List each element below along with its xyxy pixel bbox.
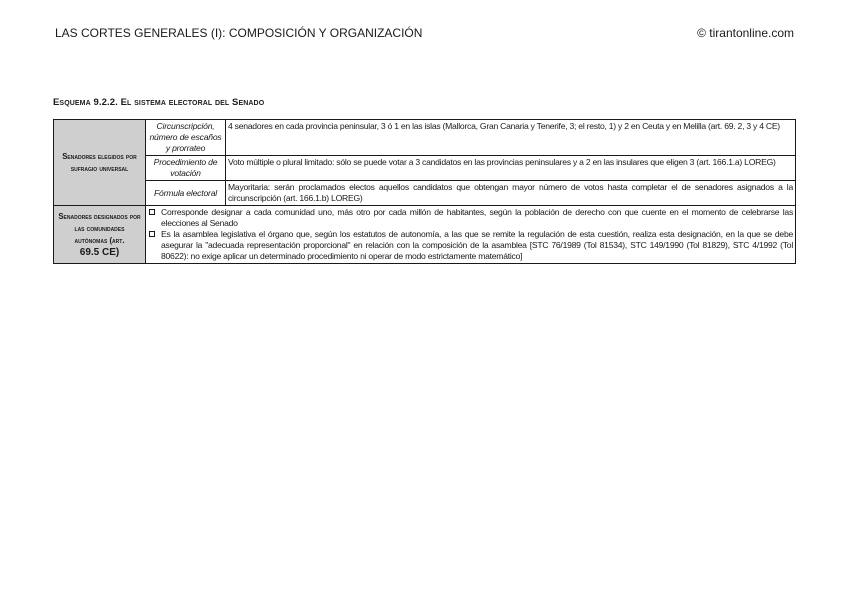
bullet-list (148, 207, 793, 262)
group-label-article: 69.5 CE) (79, 246, 120, 258)
row-text: Mayoritaria: serán proclamados electos aquellos candidatos que obtengan mayor número de votos hasta completar el de senadores asignados a la circunscripción (art. 166.1.b) LOREG) (226, 181, 796, 206)
row-text: 4 senadores en cada provincia peninsular, 3 ó 1 en las islas (Mallorca, Gran Canaria y Tenerife, 3; el resto, 1) y 2 en Ceuta y en Melilla (art. 69. 2, 3 y 4 CE) (226, 120, 796, 156)
list-item (148, 207, 793, 229)
page-header-title: LAS CORTES GENERALES (I): COMPOSICIÓN Y ORGANIZACIÓN (55, 26, 423, 40)
electoral-system-table (53, 119, 796, 264)
row-label: Procedimiento de votación (146, 156, 226, 181)
square-bullet-icon (149, 231, 155, 237)
bullet-text: Es la asamblea legislativa el órgano que, según los estatutos de autonomía, a las que se remite la regulación de esta cuestión, realiza esta designación, en la que se debe asegurar la "adecuada representación proporcional" en relación con la composición de la asamblea [STC 76/1989 (Tol 81534), STC 149/1990 (Tol 81829), STC 4/1992 (Tol 80622): no exige aplicar un determinado procedimiento ni operar de modo estrictamente matemático] (161, 229, 793, 261)
row-label: Fórmula electoral (146, 181, 226, 206)
row-label: Circunscripción, número de escaños y prorrateo (146, 120, 226, 156)
table-row (54, 120, 796, 156)
group-label-elected: Senadores elegidos por sufragio universal (54, 120, 146, 206)
bullets-cell (146, 206, 796, 264)
row-text: Voto múltiple o plural limitado: sólo se puede votar a 3 candidatos en las provincias peninsulares y a 2 en las insulares que eligen 3 (art. 166.1.a) LOREG) (226, 156, 796, 181)
page-header-site: © tirantonline.com (697, 26, 794, 40)
group-label-designated (54, 206, 146, 264)
bullet-text: Corresponde designar a cada comunidad uno, más otro por cada millón de habitantes, según la población de derecho con que cuente en el momento de celebrarse las elecciones al Senado (161, 207, 793, 228)
list-item (148, 229, 793, 262)
table-row (54, 181, 796, 206)
group-label-text: Senadores designados por las comunidades autónomas (art. (58, 211, 141, 245)
table-row (54, 206, 796, 264)
square-bullet-icon (149, 209, 155, 215)
table-row (54, 156, 796, 181)
scheme-title: Esquema 9.2.2. El sistema electoral del Senado (53, 97, 265, 108)
